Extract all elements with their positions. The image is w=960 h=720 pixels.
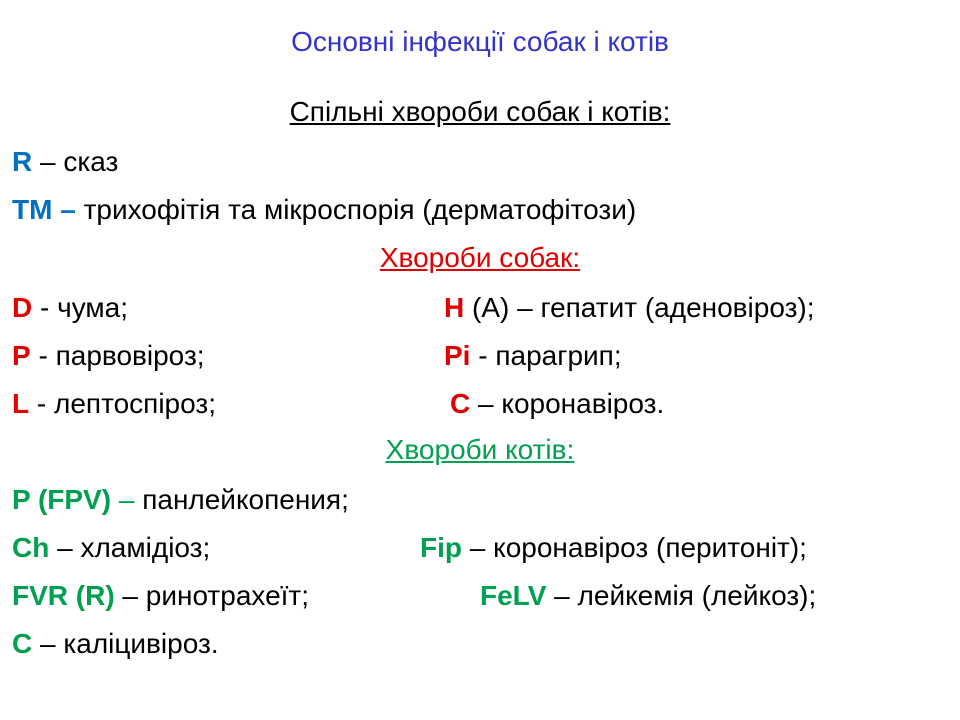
dog-item-parainfluenza [444,339,622,373]
disease-name: (A) – гепатит (аденовіроз); [472,292,815,323]
disease-code: C [12,628,33,659]
separator: – [32,146,64,177]
separator [76,194,84,225]
disease-code: D [12,292,33,323]
disease-code: P (FPV) [12,484,112,515]
disease-code: Ch [12,532,50,563]
disease-name: лейкемія (лейкоз); [577,580,817,611]
cat-item-chlamydiosis [12,531,210,565]
disease-code: Pi [444,340,471,371]
separator: - [30,340,56,371]
cat-item-rhinotracheitis [12,579,309,613]
disease-code: R [12,146,33,177]
disease-name: чума; [57,292,128,323]
disease-name: сказ [63,146,119,177]
dog-item-parvovirus [12,339,205,373]
separator: - [470,340,496,371]
disease-code: Fip [420,532,462,563]
disease-code: P [12,340,31,371]
common-diseases-heading: Спільні хвороби собак і котів: [289,96,671,127]
disease-name: лептоспіроз; [54,388,216,419]
disease-code: FeLV [480,580,547,611]
separator: - [29,388,54,419]
separator: – [32,628,64,659]
separator: – [546,580,578,611]
cat-diseases-heading: Хвороби котів: [385,434,575,465]
disease-name: ринотрахеїт; [145,580,310,611]
disease-code: FVR (R) [12,580,115,611]
disease-code: H [444,292,465,323]
separator: – [462,532,494,563]
dog-item-coronavirus [450,387,664,421]
dog-diseases-heading: Хвороби собак: [379,242,581,273]
disease-name: трихофітія та мікроспорія (дерматофітози) [83,194,637,225]
common-item-dermatophytosis [12,193,636,227]
cat-item-calicivirus [12,627,219,661]
separator [464,292,472,323]
disease-code: C [450,388,471,419]
separator: – [114,580,146,611]
separator: – [49,532,81,563]
disease-name: хламідіоз; [80,532,211,563]
page-title: Основні інфекції собак і котів [291,26,669,57]
disease-name: панлейкопения; [142,484,349,515]
dog-item-leptospirosis [12,387,216,421]
disease-code: TM – [12,194,76,225]
disease-name: парвовіроз; [55,340,205,371]
disease-code: L [12,388,30,419]
common-item-rabies [12,145,118,179]
disease-name: коронавіроз. [501,388,665,419]
cat-item-felv [480,579,816,613]
separator: – [111,484,143,515]
separator: – [470,388,502,419]
separator: - [32,292,58,323]
dog-item-hepatitis [444,291,815,325]
disease-name: каліцивіроз. [63,628,219,659]
dog-item-distemper [12,291,128,325]
cat-item-panleukopenia [12,483,349,517]
disease-name: коронавіроз (перитоніт); [493,532,807,563]
disease-name: парагрип; [495,340,622,371]
cat-item-fip [420,531,807,565]
